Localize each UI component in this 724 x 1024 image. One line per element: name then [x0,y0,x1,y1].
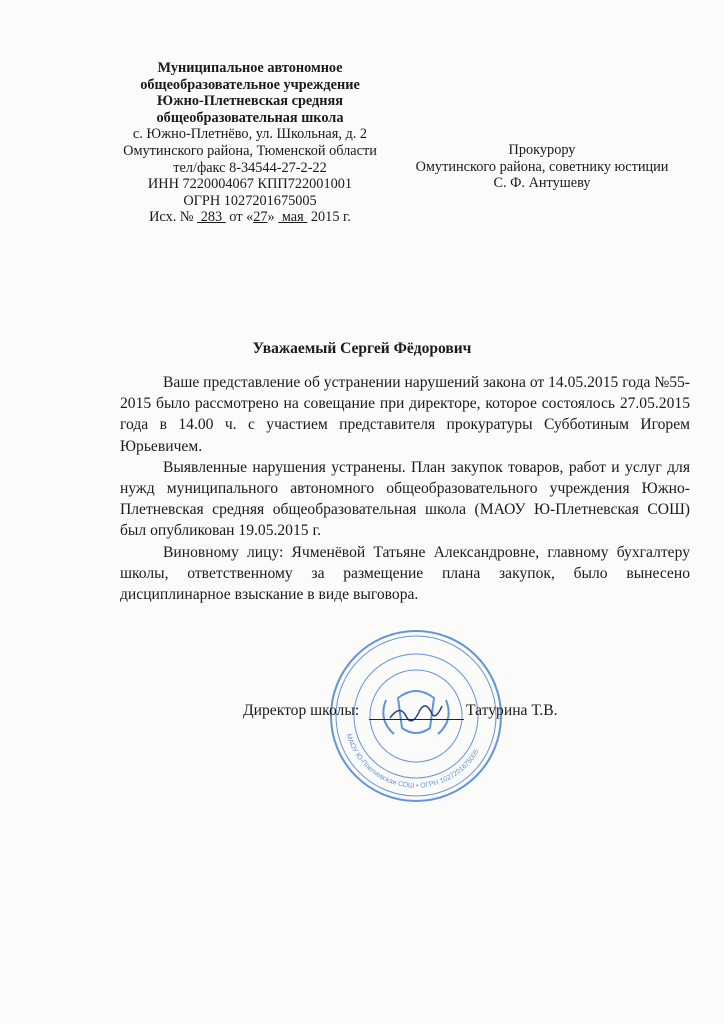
paragraph: Ваше представление об устранении нарушений закона от 14.05.2015 года №55-2015 было рассмотрено на совещание при директоре, которое состоялось 27.05.2015 года в 14.00 ч. с участием представителя прокуратуры Субботиным Игорем Юрьевичем. [120,374,690,455]
paragraph: Виновному лицу: Ячменёвой Татьяне Александровне, главному бухгалтеру школы, ответственному за размещение плана закупок, было вынесено дисциплинарное взыскание в виде выговора. [120,543,690,604]
outgoing-prefix: Исх. № [149,209,194,226]
recipient-line: С. Ф. Антушеву [493,175,591,192]
address-line: Омутинского района, Тюменской области [123,142,377,159]
signature-position: Директор школы: [243,702,360,719]
signature-line [369,719,464,720]
phone-line: тел/факс 8-34544-27-2-22 [173,159,327,176]
org-name-line: Южно-Плетневская средняя [157,93,343,110]
org-name-line: Муниципальное автономное [157,60,343,76]
outgoing-day: 27 [253,209,268,226]
outgoing-year: 2015 г. [310,209,351,226]
ogrn-line: ОГРН 1027201675005 [183,192,317,209]
org-name-line: общеобразовательное учреждение [140,76,360,93]
inn-line: ИНН 7220004067 КПП722001001 [147,176,353,193]
paragraph: Выявленные нарушения устранены. План закупок товаров, работ и услуг для нужд муниципального автономного общеобразовательного учреждения Южно-Плетневская средняя общеобразовательная школа (МАОУ Ю-Плетневская СОШ) был опубликован 19.05.2015 г. [120,458,690,540]
org-name-line: общеобразовательная школа [156,109,344,126]
outgoing-close: » [267,209,275,226]
outgoing-number [102,209,398,226]
signature-name: Татурина Т.В. [466,702,558,719]
letter-body [120,372,690,605]
sender-block [102,60,398,226]
recipient-block [392,142,692,192]
stamp-text: МАОУ Ю-Плетневская СОШ • ОГРН 1027201675005 [344,733,481,790]
greeting: Уважаемый Сергей Фёдорович [252,340,472,357]
outgoing-from: от « [229,209,254,226]
outgoing-month: мая [281,209,304,226]
recipient-line: Прокурору [508,142,576,158]
outgoing-num: 283 [200,209,223,226]
recipient-line: Омутинского района, советнику юстиции [415,158,669,175]
address-line: с. Южно-Плетнёво, ул. Школьная, д. 2 [132,126,368,143]
